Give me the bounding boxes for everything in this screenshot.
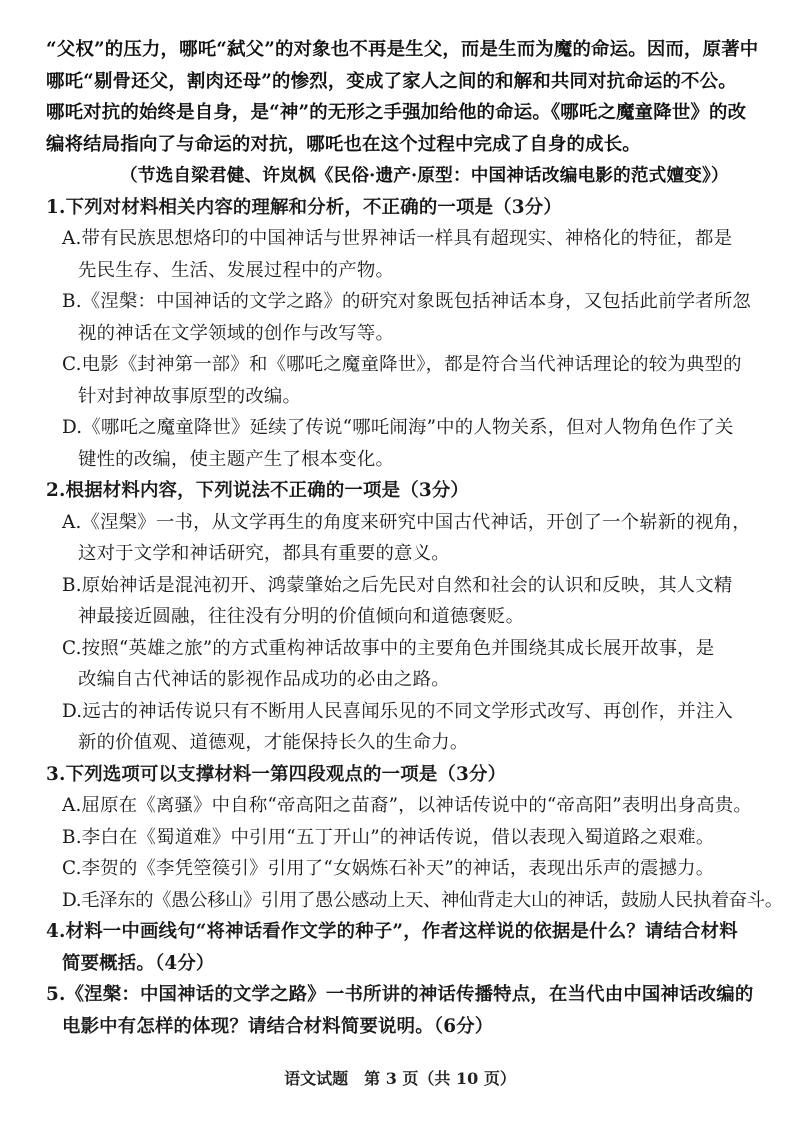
- q1-option-d: D.《哪吒之魔童降世》延续了传说“哪吒闹海”中的人物关系，但对人物角色作了关: [62, 417, 734, 438]
- question-2-stem: 2.根据材料内容，下列说法不正确的一项是（3分）: [46, 480, 469, 501]
- passage-line: 编将结局指向了与命运的对抗，哪吒也在这个过程中完成了自身的成长。: [46, 133, 641, 155]
- question-1-stem: 1.下列对材料相关内容的理解和分析，不正确的一项是（3分）: [46, 196, 562, 218]
- q2-option-c-cont: 改编自古代神话的影视作品成功的必由之路。: [78, 669, 450, 690]
- q2-option-a-cont: 这对于文学和神话研究，都具有重要的意义。: [78, 543, 450, 564]
- q1-option-b: B.《涅槃：中国神话的文学之路》的研究对象既包括神话本身，又包括此前学者所忽: [62, 291, 752, 312]
- q2-option-b: B.原始神话是混沌初开、鸿蒙肇始之后先民对自然和社会的认识和反映，其人文精: [62, 574, 733, 596]
- q1-option-c: C.电影《封神第一部》和《哪吒之魔童降世》，都是符合当代神话理论的较为典型的: [62, 354, 742, 375]
- q1-option-d-cont: 键性的改编，使主题产生了根本变化。: [78, 448, 395, 470]
- exam-page: [46, 34, 783, 1094]
- q2-option-a: A.《涅槃》一书，从文学再生的角度来研究中国古代神话，开创了一个崭新的视角，: [62, 511, 751, 533]
- question-5-stem: 5.《涅槃：中国神话的文学之路》一书所讲的神话传播特点，在当代由中国神话改编的: [46, 984, 754, 1005]
- q2-option-d-cont: 新的价值观、道德观，才能保持长久的生命力。: [78, 732, 469, 753]
- q1-option-a-cont: 先民生存、生活、发展过程中的产物。: [78, 259, 395, 281]
- question-4-stem-cont: 简要概括。（4分）: [62, 952, 215, 974]
- passage-line: 哪吒对抗的始终是自身，是“神”的无形之手强加给他的命运。《哪吒之魔童降世》的改: [46, 102, 747, 123]
- passage-source: （节选自梁君健、许岚枫《民俗·遗产·原型：中国神话改编电影的范式嬗变》）: [120, 165, 729, 186]
- passage-line: “父权”的压力，哪吒“弑父”的对象也不再是生父，而是生而为魔的命运。因而，原著中: [46, 39, 759, 60]
- q2-option-c: C.按照“英雄之旅”的方式重构神话故事中的主要角色并围绕其成长展开故事，是: [62, 637, 715, 659]
- q3-option-a: A.屈原在《离骚》中自称“帝高阳之苗裔”，以神话传说中的“帝高阳”表明出身高贵。: [62, 795, 753, 816]
- q3-option-b: B.李白在《蜀道难》中引用“五丁开山”的神话传说，借以表现入蜀道路之艰难。: [62, 826, 715, 848]
- q3-option-c: C.李贺的《李凭箜篌引》引用了“女娲炼石补天”的神话，表现出乐声的震撼力。: [62, 858, 715, 879]
- q2-option-d: D.远古的神话传说只有不断用人民喜闻乐见的不同文学形式改写、再创作，并注入: [62, 700, 734, 722]
- q1-option-c-cont: 针对封神故事原型的改编。: [78, 385, 302, 407]
- question-5-stem-cont: 电影中有怎样的体现？请结合材料简要说明。（6分）: [62, 1015, 494, 1037]
- q3-option-d: D.毛泽东的《愚公移山》引用了愚公感动上天、神仙背走大山的神话，鼓励人民执着奋斗。: [62, 889, 783, 911]
- question-3-stem: 3.下列选项可以支撑材料一第四段观点的一项是（3分）: [46, 763, 507, 785]
- q2-option-b-cont: 神最接近圆融，往往没有分明的价值倾向和道德褒贬。: [78, 606, 525, 627]
- q1-option-a: A.带有民族思想烙印的中国神话与世界神话一样具有超现实、神格化的特征，都是: [62, 228, 733, 249]
- q1-option-b-cont: 视的神话在文学领域的创作与改写等。: [78, 322, 395, 344]
- page-footer: 语文试题 第 3 页（共 10 页）: [284, 1069, 516, 1088]
- question-4-stem: 4.材料一中画线句“将神话看作文学的种子”，作者这样说的依据是什么？请结合材料: [46, 921, 738, 942]
- passage-line: 哪吒“剔骨还父，割肉还母”的惨烈，变成了家人之间的和解和共同对抗命运的不公。: [46, 70, 737, 92]
